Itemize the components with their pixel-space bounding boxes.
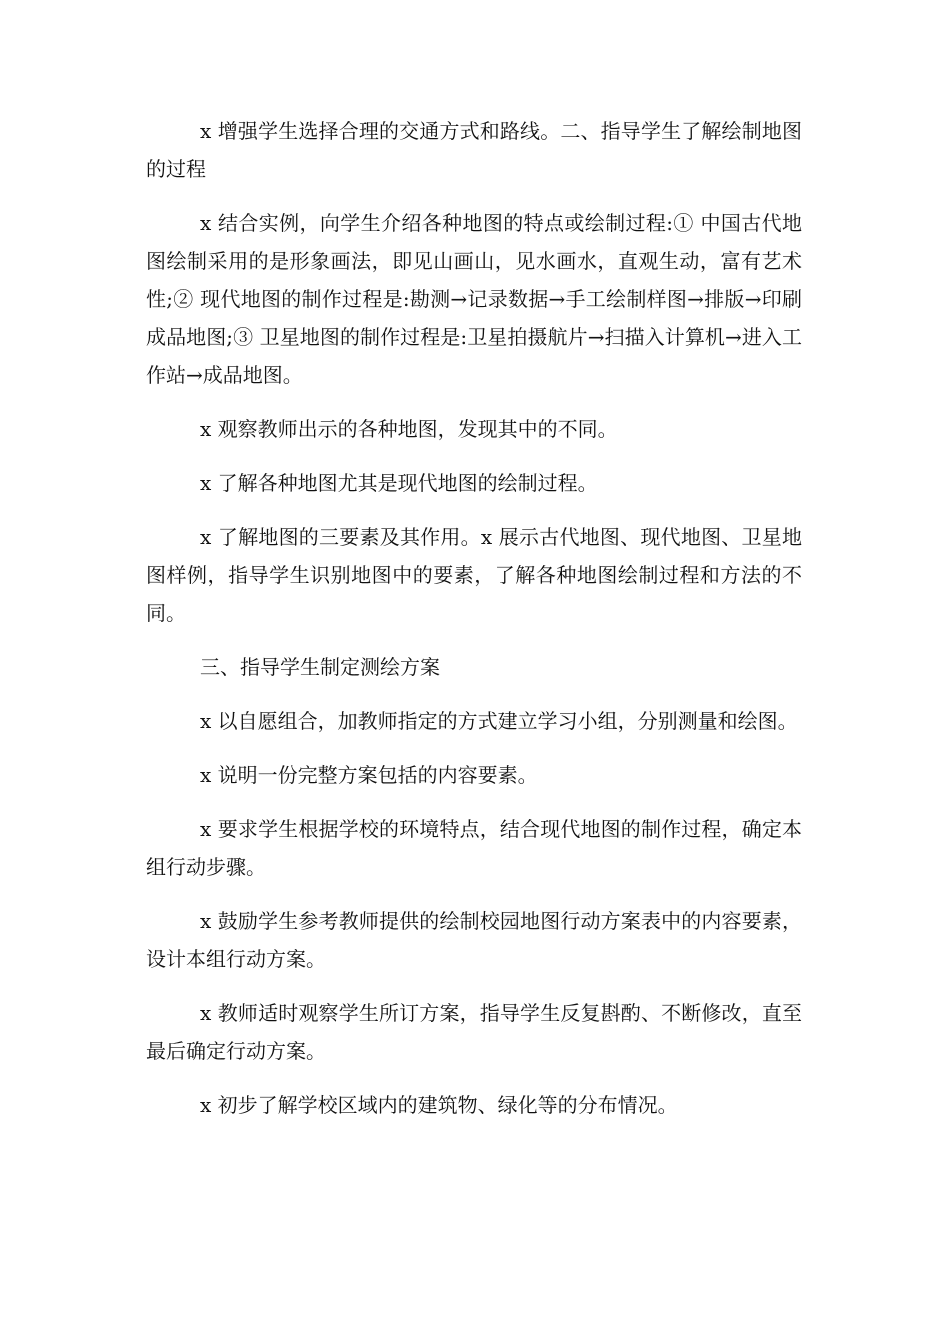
document-page [146,112,802,1140]
paragraph-transport-routes: x 增强学生选择合理的交通方式和路线。二、指导学生了解绘制地图的过程 [146,119,802,181]
paragraph-revise-plan: x 教师适时观察学生所订方案，指导学生反复斟酌、不断修改，直至最后确定行动方案。 [146,1001,802,1063]
paragraph-action-steps: x 要求学生根据学校的环境特点，结合现代地图的制作过程，确定本组行动步骤。 [146,817,802,879]
paragraph-map-elements: x 了解地图的三要素及其作用。x 展示古代地图、现代地图、卫星地图样例，指导学生识别地图中的要素，了解各种地图绘制过程和方法的不同。 [146,525,802,625]
paragraph-map-examples: x 结合实例，向学生介绍各种地图的特点或绘制过程:① 中国古代地图绘制采用的是形象画法，即见山画山，见水画水，直观生动，富有艺术性;② 现代地图的制作过程是:勘测→记录数据→手工绘制样图→排版→印刷成品地图;③ 卫星地图的制作过程是:卫星拍摄航片→扫描入计算机→进入工作站→成品地图。 [146,211,802,387]
paragraph-plan-elements: x 说明一份完整方案包括的内容要素。 [200,763,538,787]
paragraph-study-groups: x 以自愿组合，加教师指定的方式建立学习小组，分别测量和绘图。 [200,709,798,733]
paragraph-modern-map-process: x 了解各种地图尤其是现代地图的绘制过程。 [200,471,598,495]
section-heading-survey-plan: 三、指导学生制定测绘方案 [200,655,440,679]
paragraph-campus-layout: x 初步了解学校区域内的建筑物、绿化等的分布情况。 [200,1093,678,1117]
paragraph-observe-maps: x 观察教师出示的各种地图，发现其中的不同。 [200,417,618,441]
paragraph-design-plan: x 鼓励学生参考教师提供的绘制校园地图行动方案表中的内容要素，设计本组行动方案。 [146,909,802,971]
